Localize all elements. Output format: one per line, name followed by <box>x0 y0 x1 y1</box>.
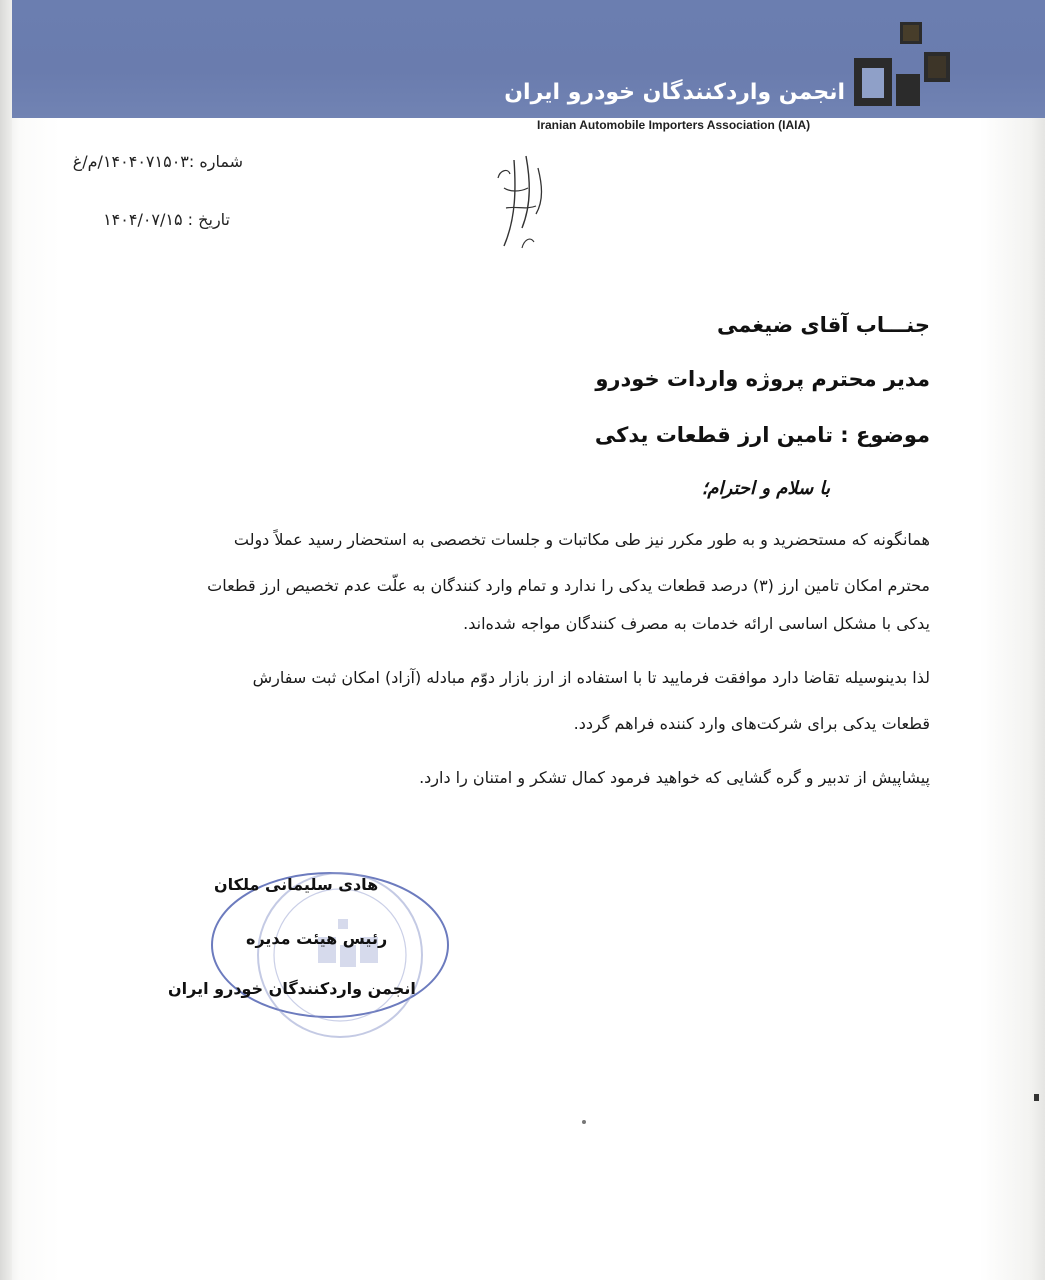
paragraph-2-line-2: قطعات یدکی برای شرکت‌های وارد کننده فراهم گردد. <box>573 714 930 733</box>
org-name-persian: انجمن واردکنندگان خودرو ایران <box>504 80 845 105</box>
paper-dot <box>582 1120 586 1124</box>
letter-number: شماره :۱۴۰۴۰۷۱۵۰۳/م/غ <box>72 152 243 171</box>
addressee-line: جنـــاب آقای ضیغمی <box>717 313 930 337</box>
signatory-name: هادی سلیمانی ملکان <box>214 875 379 894</box>
addressee-position: مدیر محترم پروژه واردات خودرو <box>595 367 930 391</box>
signatory-organization: انجمن واردکنندگان خودرو ایران <box>168 979 416 998</box>
subject-line: موضوع : تامین ارز قطعات یدکی <box>594 423 930 447</box>
paragraph-1-line-1: همانگونه که مستحضرید و به طور مکرر نیز طی مکاتبات و جلسات تخصصی به استحضار رسید عملاً دولت <box>233 530 930 549</box>
paragraph-3-line-1: پیشاپیش از تدبیر و گره گشایی که خواهید فرمود کمال تشکر و امتنان را دارد. <box>419 768 930 787</box>
paragraph-2-line-1: لذا بدینوسیله تقاضا دارد موافقت فرمایید تا با استفاده از ارز بازار دوّم مبادله (آزاد) امکان ثبت سفارش <box>252 668 930 687</box>
greeting-line: با سلام و احترام؛ <box>701 478 830 499</box>
paragraph-1-line-2: محترم امکان تامین ارز (۳) درصد قطعات یدکی را ندارد و تمام وارد کنندگان به علّت عدم تخصیص ارز قطعات <box>207 576 930 595</box>
letter-date: تاریخ : ۱۴۰۴/۰۷/۱۵ <box>103 210 230 229</box>
paragraph-1-line-3: یدکی با مشکل اساسی ارائه خدمات به مصرف کنندگان مواجه شده‌اند. <box>463 614 930 633</box>
paper-edge-mark <box>1034 1094 1039 1101</box>
signatory-title: رئیس هیئت مدیره <box>246 929 388 948</box>
besmellah-calligraphy <box>486 148 556 258</box>
page-shadow-edge <box>0 0 12 1280</box>
org-name-english: Iranian Automobile Importers Association (IAIA) <box>537 118 811 132</box>
iaia-logo-icon <box>848 22 952 108</box>
